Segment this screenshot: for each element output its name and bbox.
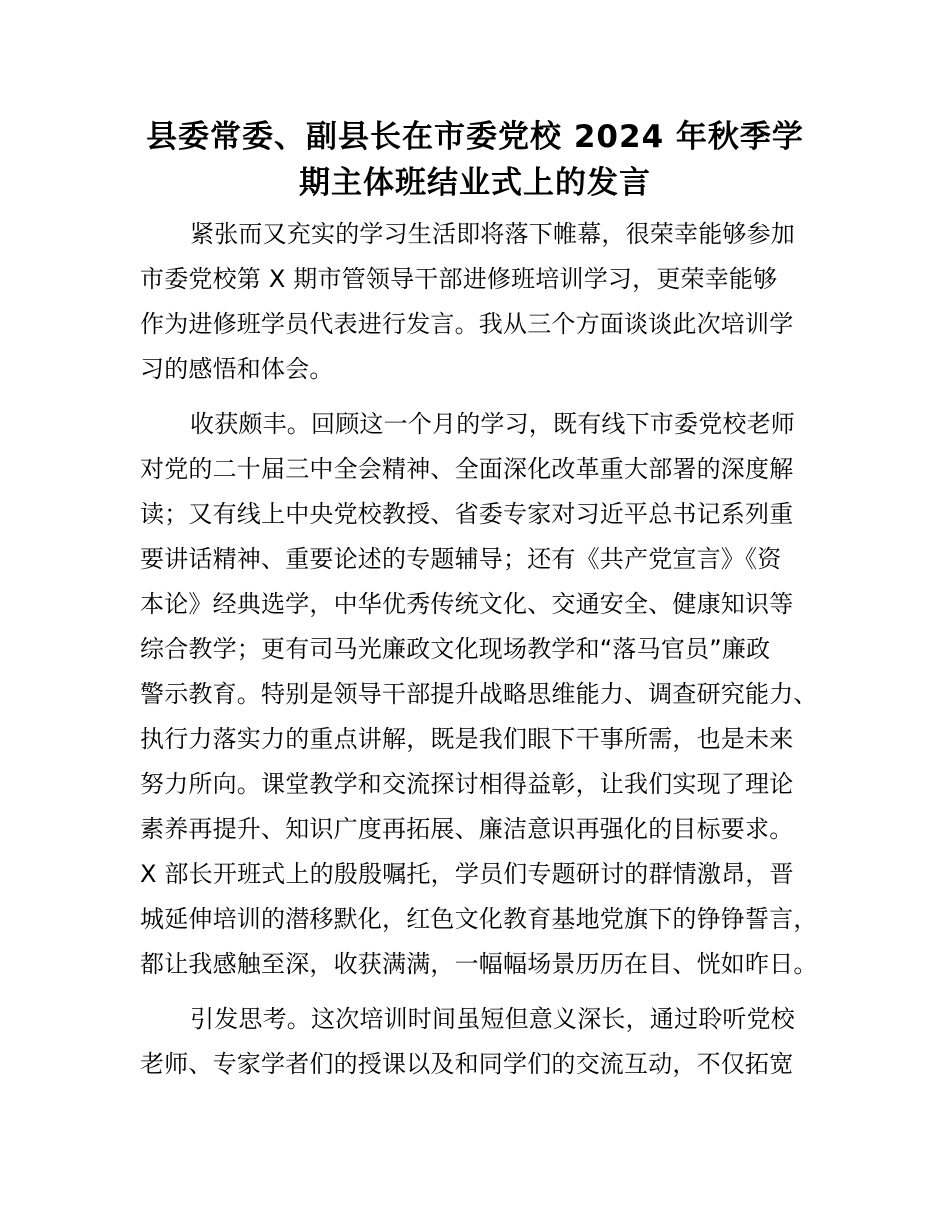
text-line: 努力所向。课堂教学和交流探讨相得益彰，让我们实现了理论 <box>140 770 794 798</box>
text-line: 对党的二十届三中全会精神、全面深化改革重大部署的深度解 <box>140 455 794 483</box>
title-line: 县委常委、副县长在市委党校 2024 年秋季学 <box>146 119 804 155</box>
text-line: 习的感悟和体会。 <box>140 355 334 383</box>
document-body <box>140 212 830 1097</box>
text-line: 综合教学；更有司马光廉政文化现场教学和“落马官员”廉政 <box>140 635 771 663</box>
text-line: 老师、专家学者们的授课以及和同学们的交流互动，不仅拓宽 <box>140 1050 794 1078</box>
text-line: 城延伸培训的潜移默化，红色文化教育基地党旗下的铮铮誓言， <box>140 905 818 933</box>
text-line: 执行力落实力的重点讲解，既是我们眼下干事所需，也是未来 <box>140 725 794 753</box>
paragraph-harvest <box>140 402 830 987</box>
text-line: 作为进修班学员代表进行发言。我从三个方面谈谈此次培训学 <box>140 310 794 338</box>
text-line: 要讲话精神、重要论述的专题辅导；还有《共产党宣言》《资 <box>140 545 782 573</box>
text-line: X 部长开班式上的殷殷嘱托，学员们专题研讨的群情激昂，晋 <box>140 860 794 888</box>
text-line: 都让我感触至深，收获满满，一幅幅场景历历在目、恍如昨日。 <box>140 950 818 978</box>
paragraph-intro <box>140 212 830 392</box>
text-line: 收获颇丰。回顾这一个月的学习，既有线下市委党校老师 <box>190 410 795 438</box>
text-line: 警示教育。特别是领导干部提升战略思维能力、调查研究能力、 <box>140 680 818 708</box>
text-line: 素养再提升、知识广度再拓展、廉洁意识再强化的目标要求。 <box>140 815 794 843</box>
text-line: 本论》经典选学，中华优秀传统文化、交通安全、健康知识等 <box>140 590 794 618</box>
text-line: 引发思考。这次培训时间虽短但意义深长，通过聆听党校 <box>190 1005 795 1033</box>
text-line: 读；又有线上中央党校教授、省委专家对习近平总书记系列重 <box>140 500 794 528</box>
page-title <box>120 114 830 206</box>
title-line: 期主体班结业式上的发言 <box>299 165 651 201</box>
paragraph-reflection <box>140 997 830 1087</box>
text-line: 市委党校第 X 期市管领导干部进修班培训学习，更荣幸能够 <box>140 265 778 293</box>
text-line: 紧张而又充实的学习生活即将落下帷幕，很荣幸能够参加 <box>190 220 795 248</box>
